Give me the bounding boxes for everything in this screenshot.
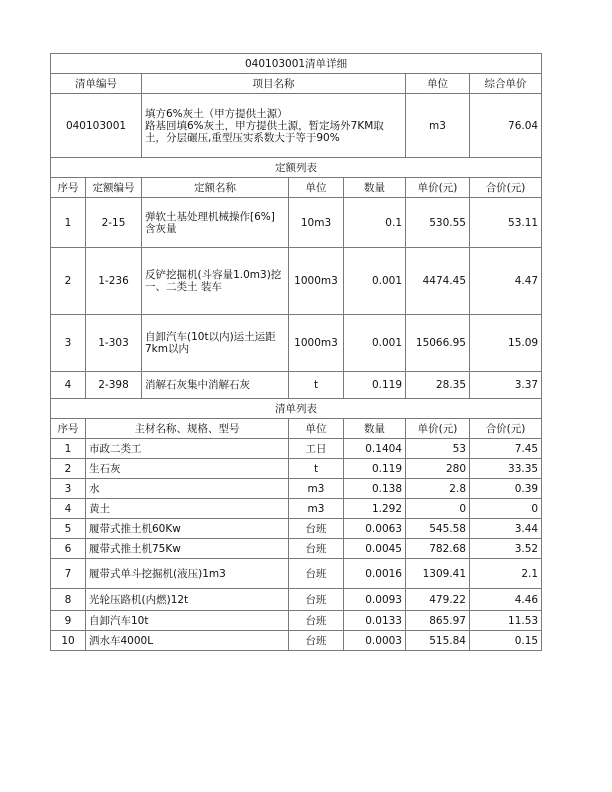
quota-row — [51, 198, 542, 248]
material-header-row — [51, 419, 542, 439]
quota-unit: 10m3 — [289, 198, 344, 248]
quota-code: 1-303 — [86, 315, 142, 372]
header-name: 项目名称 — [142, 74, 406, 94]
material-no: 5 — [51, 519, 86, 539]
item-header-row — [51, 74, 542, 94]
quota-name: 反铲挖掘机(斗容量1.0m3)挖一、二类土 装车 — [142, 248, 289, 315]
material-total: 3.44 — [470, 519, 542, 539]
material-no: 1 — [51, 439, 86, 459]
material-header-total: 合价(元) — [470, 419, 542, 439]
material-no: 8 — [51, 589, 86, 611]
material-price: 782.68 — [406, 539, 470, 559]
table-title: 040103001清单详细 — [51, 54, 542, 74]
material-total: 0 — [470, 499, 542, 519]
material-row — [51, 539, 542, 559]
material-row — [51, 589, 542, 611]
material-unit: m3 — [289, 479, 344, 499]
material-row — [51, 559, 542, 589]
quota-name: 消解石灰集中消解石灰 — [142, 372, 289, 399]
material-name: 履带式推土机60Kw — [86, 519, 289, 539]
quota-name: 弹软土基处理机械操作[6%]含灰量 — [142, 198, 289, 248]
material-row — [51, 611, 542, 631]
quota-price: 4474.45 — [406, 248, 470, 315]
material-qty: 0.1404 — [344, 439, 406, 459]
material-no: 7 — [51, 559, 86, 589]
quota-row — [51, 372, 542, 399]
quota-row — [51, 315, 542, 372]
quota-qty: 0.119 — [344, 372, 406, 399]
material-price: 865.97 — [406, 611, 470, 631]
material-no: 9 — [51, 611, 86, 631]
material-unit: 台班 — [289, 519, 344, 539]
material-row — [51, 439, 542, 459]
quota-total: 53.11 — [470, 198, 542, 248]
material-total: 0.15 — [470, 631, 542, 651]
quota-no: 2 — [51, 248, 86, 315]
material-unit: 台班 — [289, 631, 344, 651]
material-row — [51, 631, 542, 651]
material-unit: 台班 — [289, 611, 344, 631]
material-header-price: 单价(元) — [406, 419, 470, 439]
item-name-line1: 填方6%灰土（甲方提供土源） — [145, 107, 288, 120]
material-unit: 台班 — [289, 539, 344, 559]
material-price: 2.8 — [406, 479, 470, 499]
material-section-title: 清单列表 — [51, 399, 542, 419]
material-no: 4 — [51, 499, 86, 519]
material-qty: 0.0045 — [344, 539, 406, 559]
material-total: 0.39 — [470, 479, 542, 499]
quota-total: 4.47 — [470, 248, 542, 315]
material-name: 生石灰 — [86, 459, 289, 479]
material-total: 2.1 — [470, 559, 542, 589]
material-unit: 台班 — [289, 589, 344, 611]
quota-no: 4 — [51, 372, 86, 399]
quota-unit: t — [289, 372, 344, 399]
material-price: 53 — [406, 439, 470, 459]
bill-detail-table — [50, 53, 542, 651]
material-unit: t — [289, 459, 344, 479]
quota-total: 15.09 — [470, 315, 542, 372]
material-qty: 0.0133 — [344, 611, 406, 631]
header-code: 清单编号 — [51, 74, 142, 94]
quota-header-price: 单价(元) — [406, 178, 470, 198]
material-section-title-row — [51, 399, 542, 419]
material-name: 洒水车4000L — [86, 631, 289, 651]
material-name: 自卸汽车10t — [86, 611, 289, 631]
material-price: 515.84 — [406, 631, 470, 651]
material-row — [51, 499, 542, 519]
quota-total: 3.37 — [470, 372, 542, 399]
quota-code: 2-15 — [86, 198, 142, 248]
material-qty: 0.138 — [344, 479, 406, 499]
quota-price: 530.55 — [406, 198, 470, 248]
quota-no: 1 — [51, 198, 86, 248]
quota-section-title: 定额列表 — [51, 158, 542, 178]
quota-code: 2-398 — [86, 372, 142, 399]
quota-name: 自卸汽车(10t以内)运土运距7km以内 — [142, 315, 289, 372]
material-name: 黄土 — [86, 499, 289, 519]
material-qty: 0.119 — [344, 459, 406, 479]
material-qty: 0.0003 — [344, 631, 406, 651]
quota-unit: 1000m3 — [289, 248, 344, 315]
material-name: 履带式推土机75Kw — [86, 539, 289, 559]
quota-header-no: 序号 — [51, 178, 86, 198]
material-qty: 0.0093 — [344, 589, 406, 611]
quota-header-total: 合价(元) — [470, 178, 542, 198]
material-no: 2 — [51, 459, 86, 479]
material-qty: 1.292 — [344, 499, 406, 519]
quota-qty: 0.001 — [344, 315, 406, 372]
material-qty: 0.0016 — [344, 559, 406, 589]
material-no: 10 — [51, 631, 86, 651]
material-total: 4.46 — [470, 589, 542, 611]
quota-section-title-row — [51, 158, 542, 178]
quota-header-row — [51, 178, 542, 198]
quota-price: 15066.95 — [406, 315, 470, 372]
material-header-unit: 单位 — [289, 419, 344, 439]
material-row — [51, 479, 542, 499]
material-name: 水 — [86, 479, 289, 499]
header-unit: 单位 — [406, 74, 470, 94]
header-price: 综合单价 — [470, 74, 542, 94]
material-total: 33.35 — [470, 459, 542, 479]
material-price: 479.22 — [406, 589, 470, 611]
quota-header-code: 定额编号 — [86, 178, 142, 198]
material-name: 履带式单斗挖掘机(液压)1m3 — [86, 559, 289, 589]
material-header-no: 序号 — [51, 419, 86, 439]
material-row — [51, 519, 542, 539]
material-header-qty: 数量 — [344, 419, 406, 439]
material-no: 3 — [51, 479, 86, 499]
material-price: 0 — [406, 499, 470, 519]
material-total: 7.45 — [470, 439, 542, 459]
item-row — [51, 94, 542, 158]
material-name: 市政二类工 — [86, 439, 289, 459]
quota-price: 28.35 — [406, 372, 470, 399]
quota-qty: 0.001 — [344, 248, 406, 315]
item-name — [142, 94, 406, 158]
material-price: 280 — [406, 459, 470, 479]
item-name-line2: 路基回填6%灰土，甲方提供土源，暂定场外7KM取土，分层碾压,重型压实系数大于等于90% — [145, 119, 384, 144]
quota-header-qty: 数量 — [344, 178, 406, 198]
quota-qty: 0.1 — [344, 198, 406, 248]
material-name: 光轮压路机(内燃)12t — [86, 589, 289, 611]
material-header-name: 主材名称、规格、型号 — [86, 419, 289, 439]
item-unit: m3 — [406, 94, 470, 158]
material-row — [51, 459, 542, 479]
material-no: 6 — [51, 539, 86, 559]
material-unit: 台班 — [289, 559, 344, 589]
quota-header-unit: 单位 — [289, 178, 344, 198]
item-code: 040103001 — [51, 94, 142, 158]
quota-code: 1-236 — [86, 248, 142, 315]
item-price: 76.04 — [470, 94, 542, 158]
material-price: 1309.41 — [406, 559, 470, 589]
title-row — [51, 54, 542, 74]
quota-row — [51, 248, 542, 315]
material-price: 545.58 — [406, 519, 470, 539]
material-qty: 0.0063 — [344, 519, 406, 539]
material-unit: m3 — [289, 499, 344, 519]
quota-header-name: 定额名称 — [142, 178, 289, 198]
quota-unit: 1000m3 — [289, 315, 344, 372]
material-total: 3.52 — [470, 539, 542, 559]
quota-no: 3 — [51, 315, 86, 372]
material-total: 11.53 — [470, 611, 542, 631]
material-unit: 工日 — [289, 439, 344, 459]
